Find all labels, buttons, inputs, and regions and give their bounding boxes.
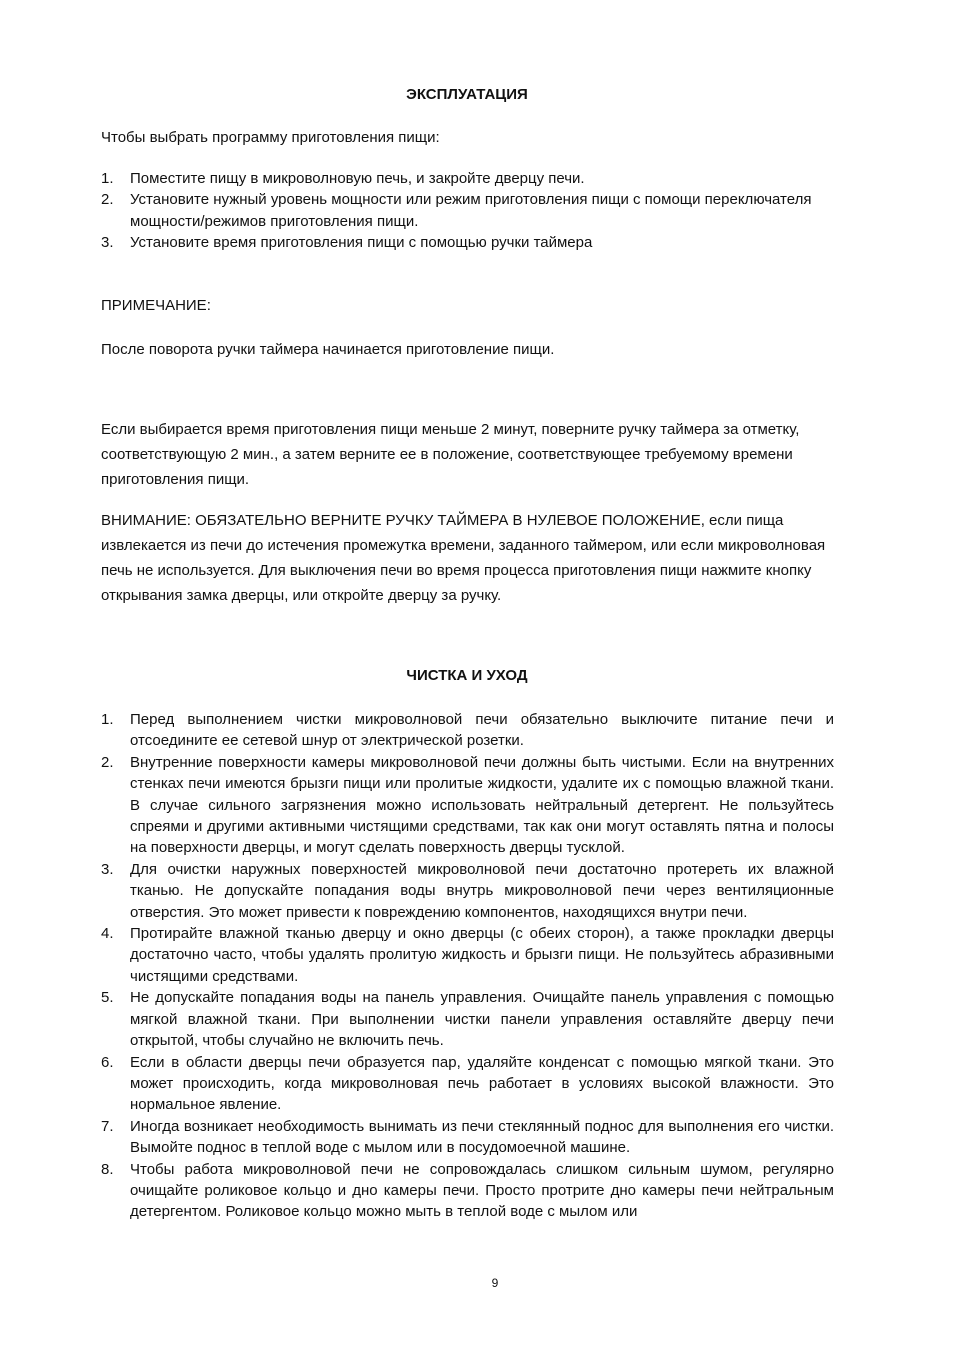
list-item: 1. Перед выполнением чистки микроволновой печи обязательно выключите питание печи и отсоедините ее сетевой шнур от электрической розетки.: [101, 711, 834, 750]
list-item: 5. Не допускайте попадания воды на панель управления. Очищайте панель управления с помощью мягкой влажной ткани. При выполнении чистки панели управления оставляйте дверцу печи открытой, чтобы случайно не включить печь.: [101, 989, 834, 1050]
cleaning-items-list: [101, 709, 834, 1223]
list-item: 3. Установите время приготовления пищи с помощью ручки таймера: [101, 234, 593, 252]
list-item: 4. Протирайте влажной тканью дверцу и окно дверцы (с обеих сторон), а также прокладки дверцы достаточно часто, чтобы удалять пролитую жидкость и брызги пищи. Не пользуйтесь абразивными чистящими средствами.: [101, 925, 834, 985]
list-item: 7. Иногда возникает необходимость вынимать из печи стеклянный поднос для выполнения его чистки. Вымойте поднос в теплой воде с мылом или в посудомоечной машине.: [101, 1117, 834, 1157]
note-text: После поворота ручки таймера начинается приготовление пищи.: [101, 341, 555, 358]
list-item: 2. Внутренние поверхности камеры микроволновой печи должны быть чистыми. Если на внутренних стенках печи имеются брызги пищи или пролитые жидкости, удалите их с помощью влажной ткани. В случае сильного загрязнения можно использовать нейтральный детергент. Не пользуйтесь спреями и другими активными чистящими средствами, так как они могут оставлять пятна и полосы на поверхности дверцы, и могут сделать поверхность дверцы тусклой.: [101, 753, 834, 857]
intro-text: Чтобы выбрать программу приготовления пищи:: [101, 129, 440, 146]
paragraph-warning: ВНИМАНИЕ: ОБЯЗАТЕЛЬНО ВЕРНИТЕ РУЧКУ ТАЙМЕРА В НУЛЕВОЕ ПОЛОЖЕНИЕ, если пища извлекается из печи до истечения промежутка времени, заданного таймером, или если микроволновая печь не используется. Для выключения печи во время процесса приготовления пищи нажмите кнопку открывания замка дверцы, или откройте дверцу за ручку.: [101, 512, 826, 604]
section-title-cleaning: ЧИСТКА И УХОД: [406, 667, 528, 684]
paragraph-short-time: Если выбирается время приготовления пищи меньше 2 минут, поверните ручку таймера за отметку, соответствующую 2 мин., а затем верните ее в положение, соответствующее требуемому времени приготовления пищи.: [101, 421, 800, 488]
list-item: 3. Для очистки наружных поверхностей микроволновой печи достаточно протереть их влажной тканью. Не допускайте попадания воды внутрь микроволновой печи через вентиляционные отверстия. Это может привести к повреждению компонентов, находящихся внутри печи.: [101, 860, 834, 921]
operation-steps-list: [101, 168, 834, 254]
list-item: 8. Чтобы работа микроволновой печи не сопровождалась слишком сильным шумом, регулярно очищайте роликовое кольцо и дно камеры печи. Просто протрите дно камеры печи нейтральным детергентом. Роликовое кольцо можно мыть в теплой воде с мылом или: [101, 1160, 834, 1221]
page-number: 9: [491, 1276, 499, 1290]
section-title-operation: ЭКСПЛУАТАЦИЯ: [406, 86, 528, 103]
list-item: 1. Поместите пищу в микроволновую печь, и закройте дверцу печи.: [101, 170, 585, 187]
list-item: 2. Установите нужный уровень мощности или режим приготовления пищи с помощи переключателя мощности/режимов приготовления пищи.: [101, 191, 812, 230]
note-label: ПРИМЕЧАНИЕ:: [101, 297, 211, 314]
list-item: 6. Если в области дверцы печи образуется пар, удаляйте конденсат с помощью мягкой ткани. Это может происходить, когда микроволновая печь работает в условиях высокой влажности. Это нормальное явление.: [101, 1053, 834, 1114]
